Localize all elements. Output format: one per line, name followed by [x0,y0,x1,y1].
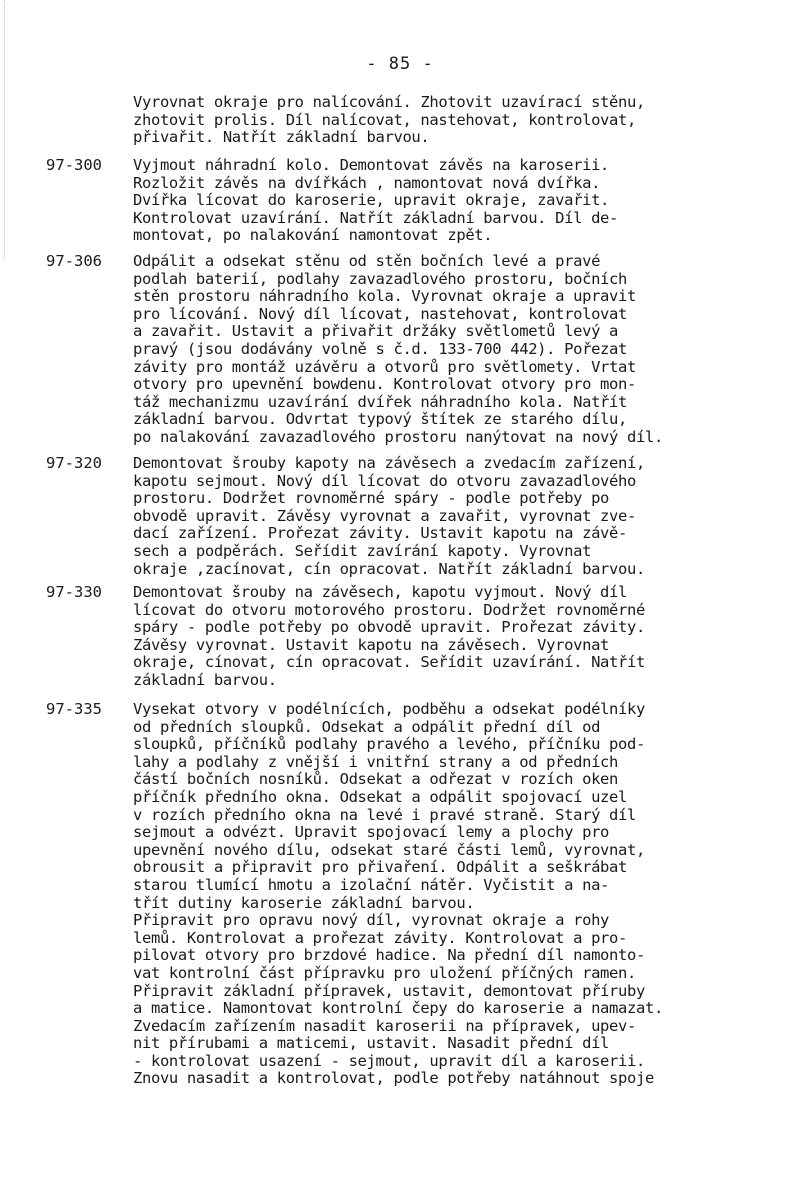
description-line: lícovat do otvoru motorového prostoru. Dodržet rovnoměrné [133,600,645,619]
description-line: Vyrovnat okraje pro nalícování. Zhotovit uzavírací stěnu, [133,93,645,111]
description-line: okraje ,zacínovat, cín opracovat. Natřít základní barvou. [133,559,645,578]
description-line: příčník předního okna. Odsekat a odpálit spojovací uzel [133,787,627,806]
description-line: Odpálit a odsekat stěnu od stěn bočních levé a pravé [133,252,601,270]
description-line: upevnění nového dílu, odsekat staré části lemů, vyrovnat, [133,840,645,859]
description-line: Znovu nasadit a kontrolovat, podle potřeby natáhnout spoje [133,1069,654,1088]
description-line: spáry - podle potřeby po obvodě upravit. Prořezat závity. [133,618,645,637]
description-line: Zvedacím zařízením nasadit karoserii na přípravek, upev- [133,1016,636,1035]
description-line: základní barvou. [133,670,277,689]
description-line: pilovat otvory pro brzdové hadice. Na přední díl namonto- [133,946,645,965]
description-line: sloupků, příčníků podlahy pravého a levého, příčníku pod- [133,735,645,754]
description-line: sejmout a odvézt. Upravit spojovací lemy a plochy pro [133,823,610,842]
description-line: od předních sloupků. Odsekat a odpálit přední díl od [133,717,601,736]
operation-code: 97-306 [46,252,102,270]
operation-code: 97-320 [46,454,102,472]
description-line: vat kontrolní část přípravku pro uložení příčných ramen. [133,963,636,982]
description-line: montovat, po nalakování namontovat zpět. [133,226,493,245]
operation-description [133,157,783,245]
operation-description [133,253,783,447]
operation-description [133,94,783,147]
description-line: v rozích předního okna na levé i pravé straně. Starý díl [133,805,636,824]
description-line: dací zařízení. Prořezat závity. Ustavit kapotu na závě- [133,524,627,543]
description-line: kapotu sejmout. Nový díl lícovat do otvoru zavazadlového [133,471,636,490]
description-line: Demontovat šrouby na závěsech, kapotu vyjmout. Nový díl [133,583,627,601]
description-line: a zavařit. Ustavit a přivařit držáky světlometů levý a [133,322,619,341]
description-line: táž mechanizmu uzavírání dvířek náhradního kola. Natřít [133,392,627,411]
operation-description [133,455,783,578]
description-line: po nalakování zavazadlového prostoru nanýtovat na nový díl. [133,427,663,446]
description-line: obvodě upravit. Závěsy vyrovnat a zavařit, vyrovnat zve- [133,506,636,525]
description-line: Demontovat šrouby kapoty na závěsech a zvedacím zařízení, [133,454,645,472]
description-line: Rozložit závěs na dvířkách , namontovat nová dvířka. [133,173,601,192]
description-line: závity pro montáž uzávěru a otvorů pro světlomety. Vrtat [133,357,636,376]
description-line: Závěsy vyrovnat. Ustavit kapotu na závěsech. Vyrovnat [133,635,610,654]
description-line: nit přírubami a maticemi, ustavit. Nasadit přední díl [133,1034,610,1053]
description-line: pravý (jsou dodávány volně s č.d. 133-700 442). Pořezat [133,339,627,358]
description-line: stěn prostoru náhradního kola. Vyrovnat okraje a upravit [133,287,636,306]
description-line: okraje, cínovat, cín opracovat. Seřídit uzavírání. Natřít [133,653,645,672]
page-number: - 85 - [366,54,434,74]
description-line: Vyjmout náhradní kolo. Demontovat závěs na karoserii. [133,156,610,174]
operation-description [133,584,783,690]
description-line: částí bočních nosníků. Odsekat a odřezat v rozích oken [133,770,619,789]
description-line: přivařit. Natřít základní barvou. [133,128,430,147]
description-line: Dvířka lícovat do karoserie, upravit okraje, zavařit. [133,191,610,210]
description-line: obrousit a připravit pro přivaření. Odpálit a seškrábat [133,858,627,877]
description-line: sech a podpěrách. Seřídit zavírání kapoty. Vyrovnat [133,541,592,560]
scan-edge-mark [4,0,5,260]
operation-code: 97-335 [46,700,102,718]
description-line: starou tlumící hmotu a izolační nátěr. Vyčistit a na- [133,875,610,894]
description-line: zhotovit prolis. Díl nalícovat, nastehovat, kontrolovat, [133,110,636,129]
description-line: pro lícování. Nový díl lícovat, nastehovat, kontrolovat [133,304,627,323]
description-line: prostoru. Dodržet rovnoměrné spáry - podle potřeby po [133,489,610,508]
description-line: a matice. Namontovat kontrolní čepy do karoserie a namazat. [133,999,663,1018]
description-line: lahy a podlahy z vnější i vnitřní strany a od předních [133,752,619,771]
description-line: Připravit pro opravu nový díl, vyrovnat okraje a rohy [133,911,610,930]
description-line: základní barvou. Odvrtat typový štítek ze starého dílu, [133,410,627,429]
operation-code: 97-300 [46,156,102,174]
description-line: třít dutiny karoserie základní barvou. [133,893,475,912]
description-line: Připravit základní přípravek, ustavit, demontovat příruby [133,981,645,1000]
description-line: podlah baterií, podlahy zavazadlového prostoru, bočních [133,269,627,288]
operation-description [133,701,783,1088]
description-line: Vysekat otvory v podélnících, podběhu a odsekat podélníky [133,700,645,718]
description-line: - kontrolovat usazení - sejmout, upravit díl a karoserii. [133,1051,645,1070]
description-line: otvory pro upevnění bowdenu. Kontrolovat otvory pro mon- [133,375,636,394]
description-line: lemů. Kontrolovat a prořezat závity. Kontrolovat a pro- [133,928,627,947]
operation-code: 97-330 [46,583,102,601]
description-line: Kontrolovat uzavírání. Natřít základní barvou. Díl de- [133,208,619,227]
